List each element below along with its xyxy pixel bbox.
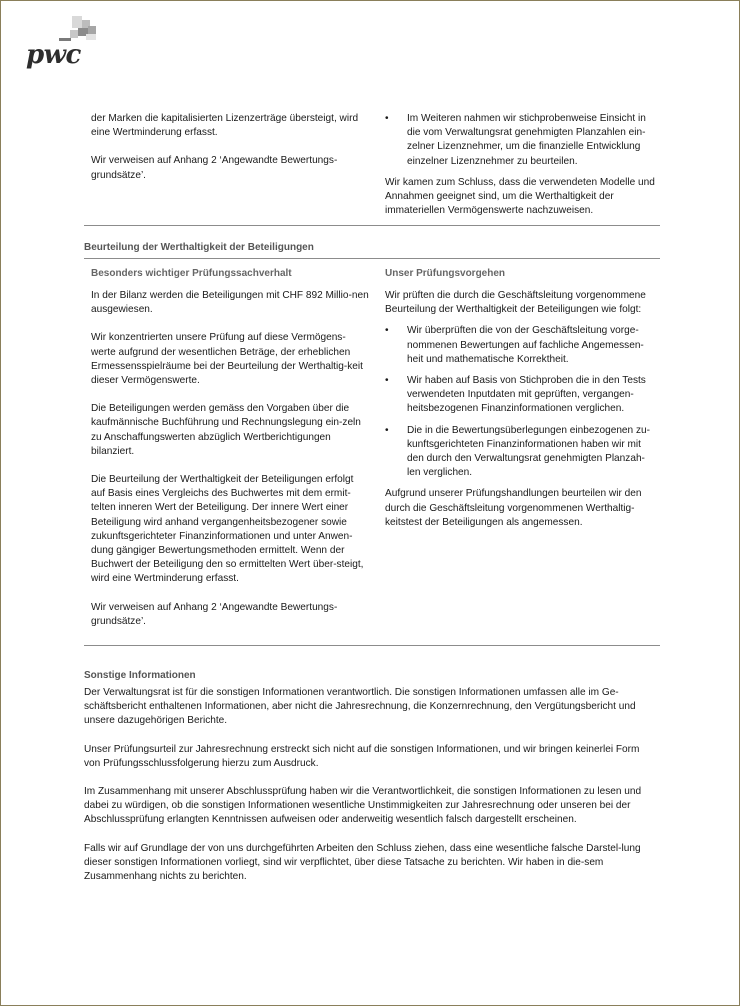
top-left-column: [91, 112, 369, 183]
bullet-icon: •: [385, 325, 389, 337]
list-item: • Die in die Bewertungsüberlegungen einbezogenen zu-kunftsgerichteten Finanzinformationen haben wir mit den durch den Verwaltungsrat genehmigten Planzah-len verglichen.: [385, 424, 650, 479]
section-title: Sonstige Informationen: [84, 670, 196, 681]
paragraph: Wir kamen zum Schluss, dass die verwendeten Modelle und Annahmen geeignet sind, um die Werthaltigkeit der immateriellen Vermögenswerte nachzuweisen.: [385, 176, 655, 217]
paragraph: Falls wir auf Grundlage der von uns durchgeführten Arbeiten den Schluss ziehen, dass eine wesentliche falsche Darstel-lung dieser sonstigen Informationen vorliegt, sind wir verpflichtet, über diese Tatsache zu berichten. Wir haben in die-sem Zusammenhang nichts zu berichten.: [84, 842, 641, 883]
list-item: • Wir überprüften die von der Geschäftsleitung vorge-nommenen Bewertungen auf fachliche Angemessen-heit und mathematische Korrektheit.: [385, 325, 644, 365]
paragraph: Wir konzentrierten unsere Prüfung auf diese Vermögens-werte aufgrund der wesentlichen Beträge, der erheblichen Ermessensspielräume bei der Beurteilung der Werthaltig-keit dieser Vermögenswerte.: [91, 332, 363, 387]
bullet-icon: •: [385, 113, 389, 124]
paragraph: Die Beurteilung der Werthaltigkeit der Beteiligungen erfolgt auf Basis eines Vergleichs des Buchwertes mit dem ermit-telten inneren Wert der Beteiligung. Der innere Wert einer Beteiligung wird anhand vergangenheitsbezogener sowie zukunftsgerichteter Finanzinformationen und unter Anwen-dung gängiger Bewertungsmethoden ermittelt. Wenn der Buchwert der Beteiligung den so ermittelten Wert über-steigt, wird eine Wertminderung erfasst.: [91, 474, 364, 585]
paragraph: Wir verweisen auf Anhang 2 ‘Angewandte Bewertungs-grundsätze’.: [91, 155, 338, 181]
paragraph: der Marken die kapitalisierten Lizenzerträge übersteigt, wird eine Wertminderung erfasst.: [91, 113, 359, 139]
paragraph: Unser Prüfungsurteil zur Jahresrechnung erstreckt sich nicht auf die sonstigen Informationen, und wir bringen keinerlei Form von Prüfungsschlussfolgerung hierzu zum Ausdruck.: [84, 743, 640, 769]
other-information-body: [84, 686, 656, 884]
column-heading: Besonders wichtiger Prüfungssachverhalt: [91, 268, 292, 279]
column-heading: Unser Prüfungsvorgehen: [385, 268, 506, 279]
divider: [84, 225, 660, 226]
section-title: Beurteilung der Werthaltigkeit der Beteiligungen: [84, 242, 314, 253]
paragraph: Aufgrund unserer Prüfungshandlungen beurteilen wir den durch die Geschäftsleitung vorgenommenen Werthaltig-keitstest der Beteiligungen als angemessen.: [385, 488, 642, 528]
divider: [84, 645, 660, 646]
paragraph: Im Zusammenhang mit unserer Abschlussprüfung haben wir die Verantwortlichkeit, die sonstigen Informationen zu lesen und dabei zu würdigen, ob die sonstigen Informationen wesentliche Unstimmigkeiten zur Jahresrechnung oder unseren bei der Abschlussprüfung erlangten Kenntnissen aufweisen oder anderweitig wesentlich falsch dargestellt erscheinen.: [84, 786, 642, 826]
paragraph: In der Bilanz werden die Beteiligungen mit CHF 892 Millio-nen ausgewiesen.: [91, 290, 369, 316]
paragraph: Wir verweisen auf Anhang 2 ‘Angewandte Bewertungs-grundsätze’.: [91, 601, 338, 627]
list-item: • Im Weiteren nahmen wir stichprobenweise Einsicht in die vom Verwaltungsrat genehmigten Planzahlen ein-zelner Lizenznehmer, um die finanzielle Entwicklung einzelner Lizenznehmer zu beurteilen.: [385, 113, 646, 167]
paragraph: Der Verwaltungsrat ist für die sonstigen Informationen verantwortlich. Die sonstigen Informationen umfassen alle im Ge-schäftsbericht enthaltenen Informationen, aber nicht die Jahresrechnung, die Konzernrechnung, den Vergütungsbericht und unsere dazugehörigen Berichte.: [84, 687, 636, 727]
bullet-icon: •: [385, 375, 389, 387]
audit-approach-column: [385, 268, 657, 530]
bullet-icon: •: [385, 424, 389, 436]
list-item: • Wir haben auf Basis von Stichproben die in den Tests verwendeten Inputdaten mit geprüften, vergangen-heitsbezogenen Finanzinformationen verglichen.: [385, 375, 646, 415]
divider: [84, 258, 660, 259]
paragraph: Wir prüften die durch die Geschäftsleitung vorgenommene Beurteilung der Werthaltigkeit der Beteiligungen wie folgt:: [385, 290, 646, 316]
key-matter-column: [91, 268, 369, 629]
paragraph: Die Beteiligungen werden gemäss den Vorgaben über die kaufmännische Buchführung und Rechnungslegung ein-zeln zu Anschaffungswerten abzüglich Wertberichtigungen bilanziert.: [91, 403, 361, 457]
pwc-logo-text: pwc: [26, 40, 81, 70]
top-right-column: [385, 112, 657, 218]
